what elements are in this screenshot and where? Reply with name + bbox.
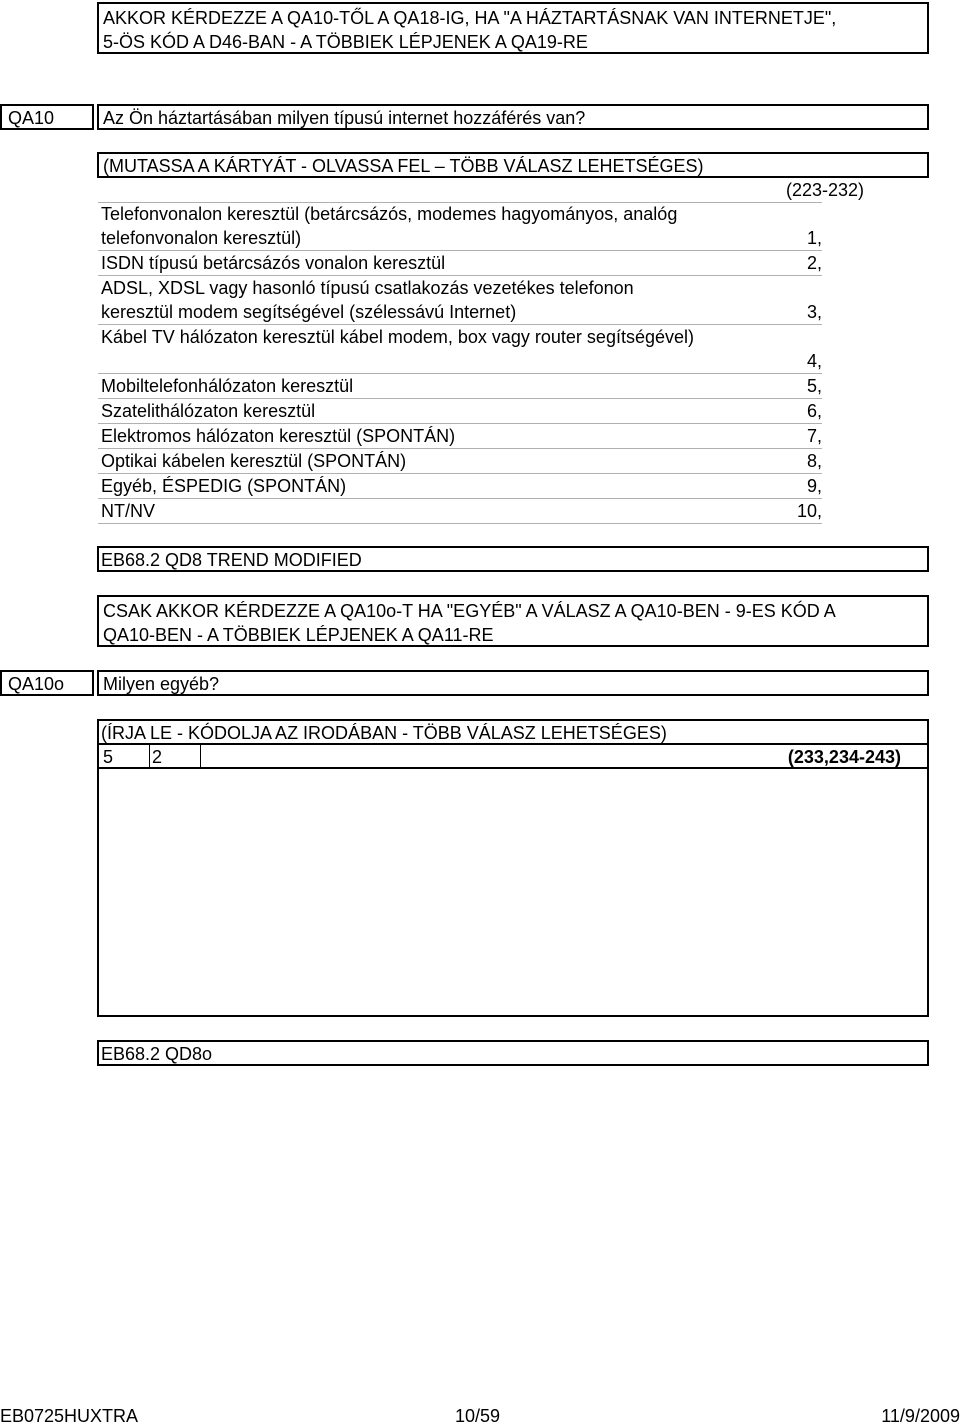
qa10-columns: (223-232) [785, 180, 864, 200]
option-code: 9, [806, 476, 822, 496]
question-code-qa10: QA10 [0, 104, 94, 130]
option-code: 7, [806, 426, 822, 446]
option-code: 4, [806, 351, 822, 371]
option-label: Mobiltelefonhálózaton keresztül [101, 376, 354, 396]
footer-date: 11/9/2009 [881, 1406, 960, 1426]
qa10o-code-row [97, 743, 929, 769]
option-label: Egyéb, ÉSPEDIG (SPONTÁN) [101, 476, 347, 496]
option-label: Telefonvonalon keresztül (betárcsázós, modemes hagyományos, analóg [101, 204, 678, 224]
option-code: 2, [806, 253, 822, 273]
instruction-box-mid [97, 595, 929, 647]
question-text-qa10o: Milyen egyéb? [97, 670, 929, 696]
instruction-top-line2: 5-ÖS KÓD A D46-BAN - A TÖBBIEK LÉPJENEK A QA19-RE [103, 32, 588, 52]
qa10o-columns: (233,234-243) [787, 747, 901, 767]
option-label: keresztül modem segítségével (szélessávú Internet) [101, 302, 517, 322]
open-answer-field[interactable] [97, 767, 929, 1017]
option-label: ISDN típusú betárcsázós vonalon keresztül [101, 253, 446, 273]
option-label: NT/NV [101, 501, 155, 521]
option-code: 1, [806, 228, 822, 248]
option-label: Optikai kábelen keresztül (SPONTÁN) [101, 451, 407, 471]
instruction-top-line1: AKKOR KÉRDEZZE A QA10-TŐL A QA18-IG, HA "A HÁZTARTÁSNAK VAN INTERNETJE", [103, 8, 837, 28]
option-code: 5, [806, 376, 822, 396]
option-label: Szatelithálózaton keresztül [101, 401, 316, 421]
qa10o-instruction-box: (ÍRJA LE - KÓDOLJA AZ IRODÁBAN - TÖBB VÁLASZ LEHETSÉGES) [97, 719, 929, 745]
option-label: ADSL, XDSL vagy hasonló típusú csatlakozás vezetékes telefonon [101, 278, 634, 298]
option-code: 8, [806, 451, 822, 471]
option-code: 10, [796, 501, 822, 521]
code-cell-1: 5 [99, 745, 150, 767]
qa10-instruction-box: (MUTASSA A KÁRTYÁT - OLVASSA FEL – TÖBB VÁLASZ LEHETSÉGES) [97, 152, 929, 178]
option-code: 6, [806, 401, 822, 421]
option-label: Elektromos hálózaton keresztül (SPONTÁN) [101, 426, 456, 446]
option-label: Kábel TV hálózaton keresztül kábel modem, box vagy router segítségével) [101, 327, 694, 347]
option-code: 3, [806, 302, 822, 322]
instruction-box-top [97, 2, 929, 54]
option-label: telefonvonalon keresztül) [101, 228, 302, 248]
question-text-qa10: Az Ön háztartásában milyen típusú internet hozzáférés van? [97, 104, 929, 130]
code-cell-2: 2 [150, 745, 201, 767]
instruction-mid-line1: CSAK AKKOR KÉRDEZZE A QA10o-T HA "EGYÉB" A VÁLASZ A QA10-BEN - 9-ES KÓD A [103, 601, 836, 621]
footer-page: 10/59 [455, 1406, 501, 1426]
trend-box-qa10: EB68.2 QD8 TREND MODIFIED [97, 546, 929, 572]
instruction-mid-line2: QA10-BEN - A TÖBBIEK LÉPJENEK A QA11-RE [103, 625, 494, 645]
trend-box-qa10o: EB68.2 QD8o [97, 1040, 929, 1066]
question-code-qa10o: QA10o [0, 670, 94, 696]
footer-doc-id: EB0725HUXTRA [0, 1406, 139, 1426]
